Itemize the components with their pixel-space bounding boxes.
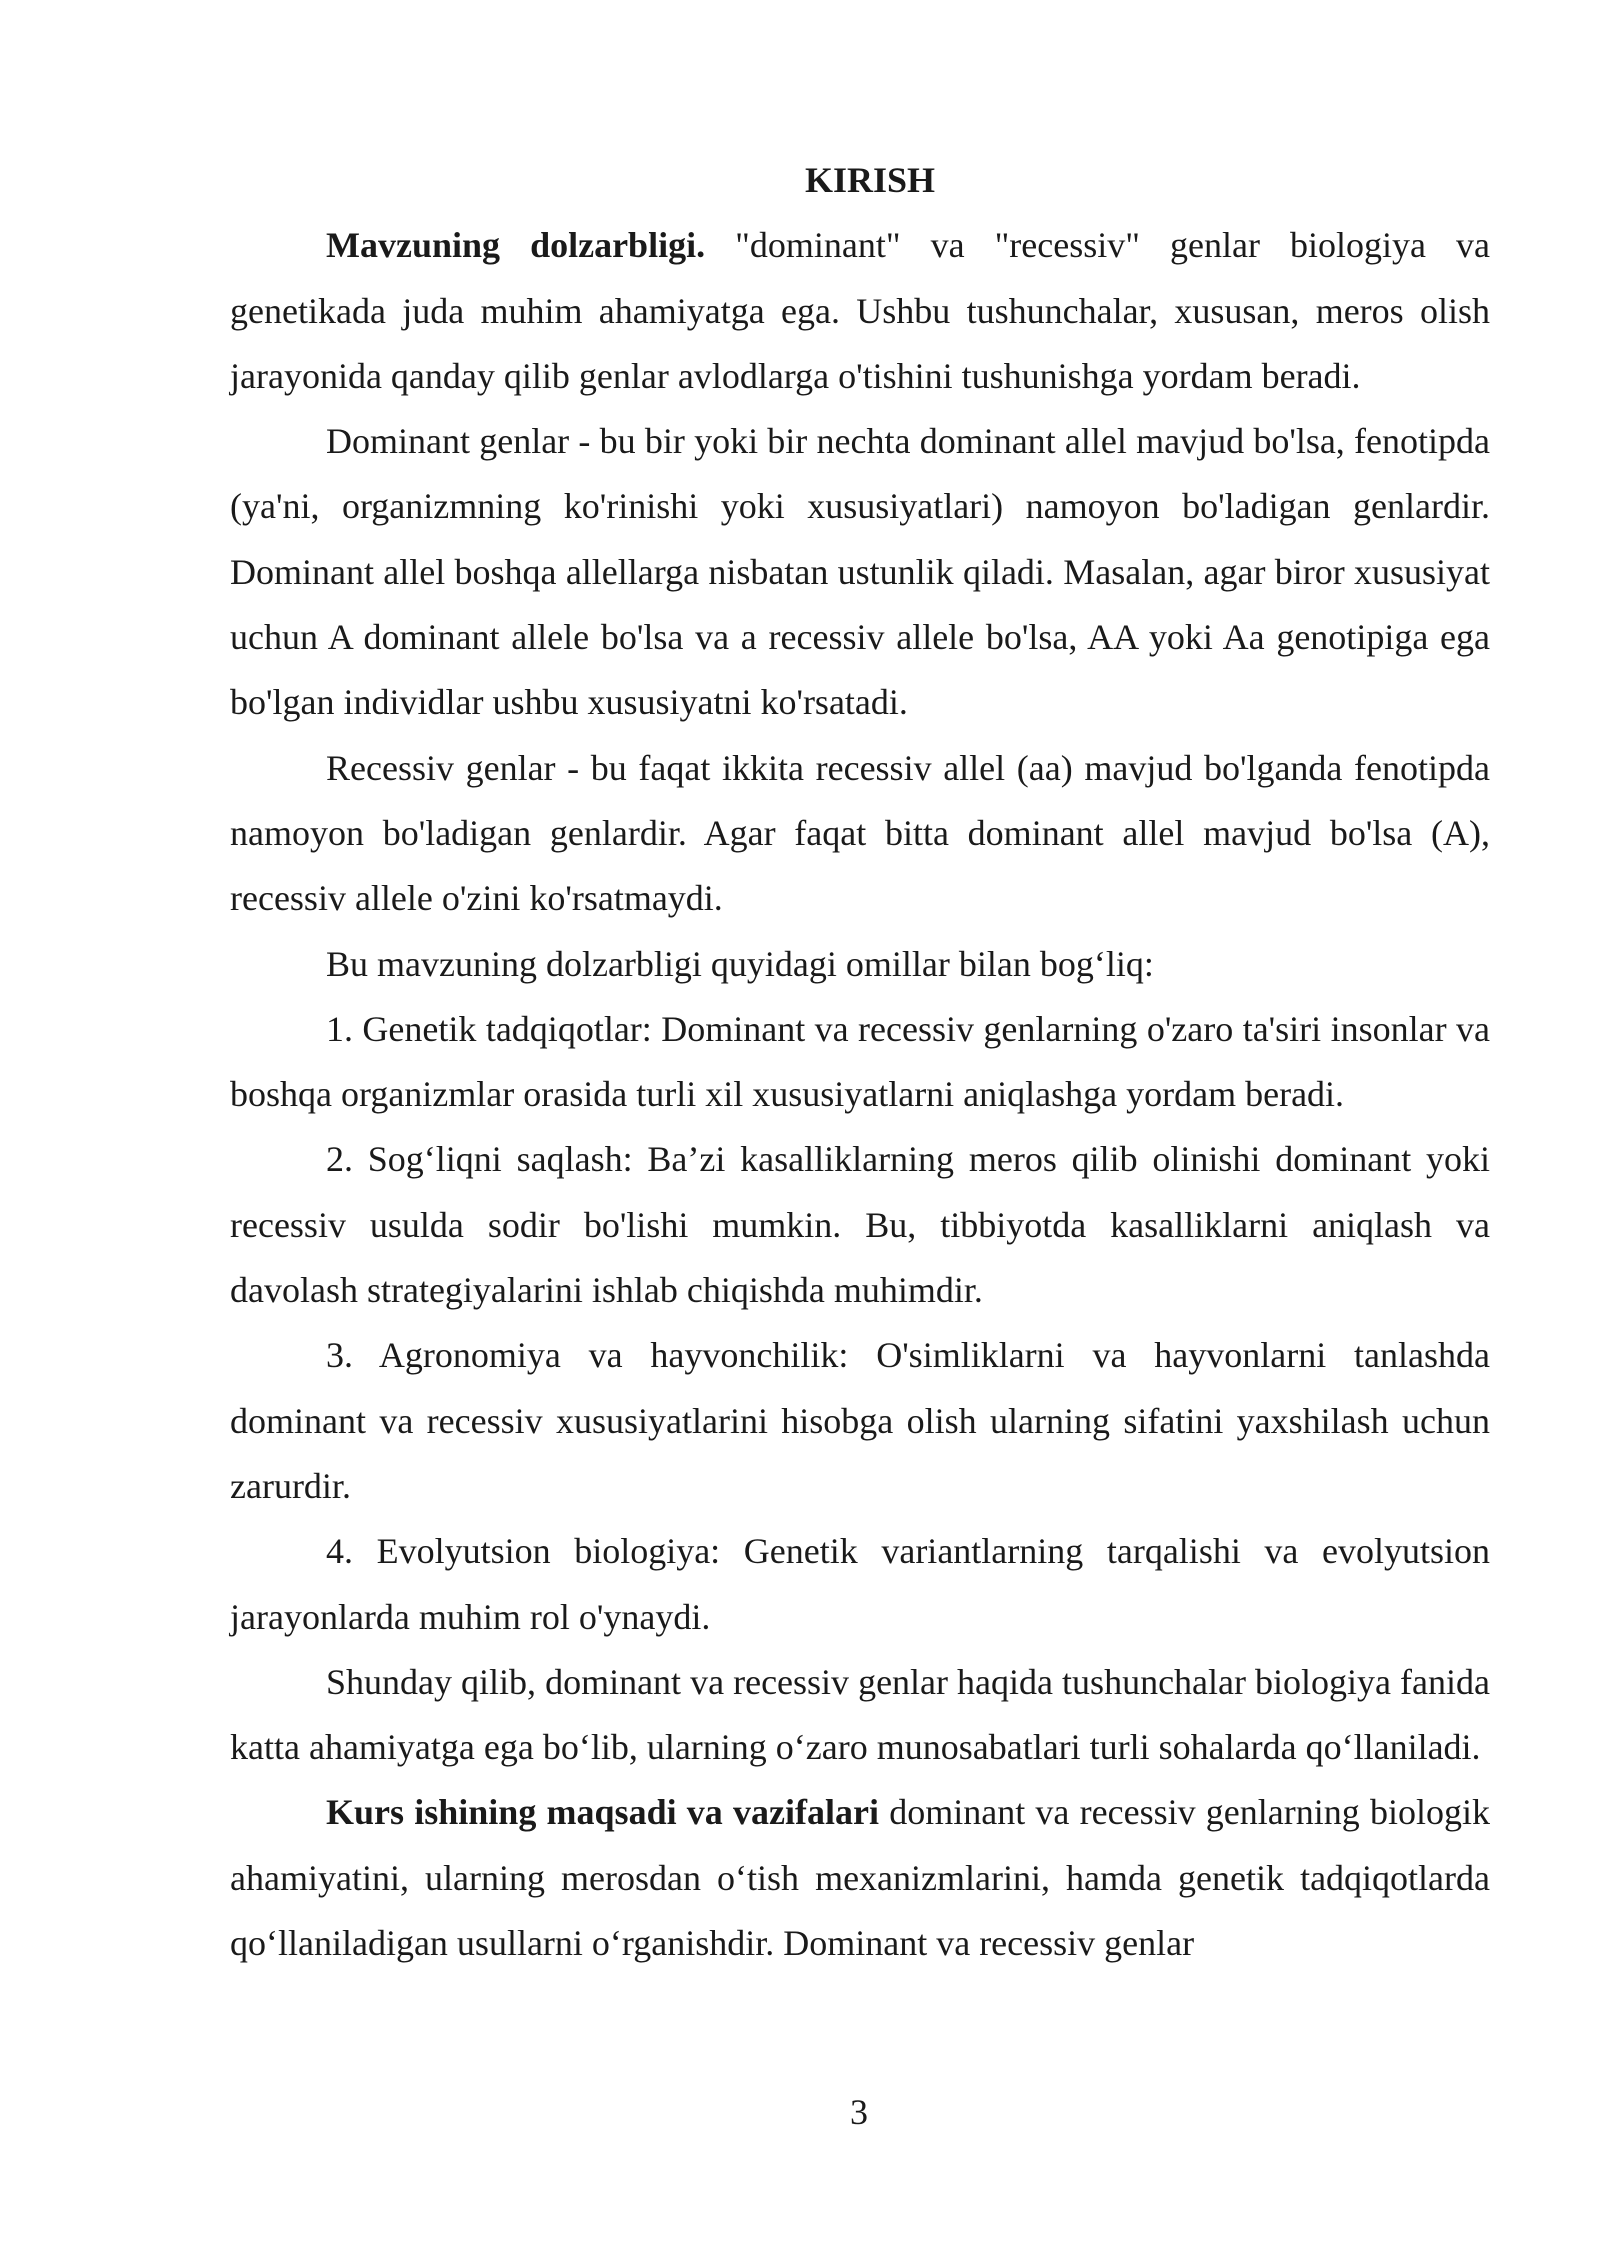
- paragraph-text: Bu mavzuning dolzarbligi quyidagi omillar bilan bog‘liq:: [326, 943, 1154, 984]
- paragraph-text: 2. Sog‘liqni saqlash: Ba’zi kasalliklarning meros qilib olinishi dominant yoki recessiv usulda sodir bo'lishi mumkin. Bu, tibbiyotda kasalliklarni aniqlash va davolash strategiyalarini ishlab chiqishda muhimdir.: [230, 1139, 1490, 1311]
- paragraph-text: 3. Agronomiya va hayvonchilik: O'simliklarni va hayvonlarni tanlashda dominant va recessiv xususiyatlarini hisobga olish ularning sifatini yaxshilash uchun zarurdir.: [230, 1335, 1490, 1506]
- list-item-genetic-research: [230, 997, 1490, 1128]
- paragraph-lead-relevance: Mavzuning dolzarbligi.: [326, 225, 706, 266]
- paragraph-dominant-genes: [230, 409, 1490, 735]
- paragraph-recessive-genes: [230, 736, 1490, 932]
- paragraph-text: Recessiv genlar - bu faqat ikkita recessiv allel (aa) mavjud bo'lganda fenotipda namoyon bo'ladigan genlardir. Agar faqat bitta dominant allel mavjud bo'lsa (A), recessiv allele o'zini ko'rsatmaydi.: [230, 747, 1490, 919]
- paragraph-text: 1. Genetik tadqiqotlar: Dominant va recessiv genlarning o'zaro ta'siri insonlar va boshqa organizmlar orasida turli xil xususiyatlarni aniqlashga yordam beradi.: [230, 1008, 1490, 1115]
- paragraph-text: Shunday qilib, dominant va recessiv genlar haqida tushunchalar biologiya fanida katta ahamiyatga ega bo‘lib, ularning o‘zaro munosabatlari turli sohalarda qo‘llaniladi.: [230, 1661, 1490, 1768]
- page-body: [230, 148, 1490, 1976]
- paragraph-conclusion: [230, 1650, 1490, 1781]
- list-item-agronomy: [230, 1323, 1490, 1519]
- paragraph-relevance: [230, 213, 1490, 409]
- page-number: 3: [850, 2092, 868, 2132]
- paragraph-lead-goals: Kurs ishining maqsadi va vazifalari: [326, 1792, 879, 1833]
- paragraph-factors-intro: [230, 932, 1490, 997]
- list-item-evolution: [230, 1519, 1490, 1650]
- list-item-health-care: [230, 1127, 1490, 1323]
- paragraph-text: "dominant" va "recessiv" genlar biologiya va genetikada juda muhim ahamiyatga ega. Ushbu tushunchalar, xususan, meros olish jarayonida qanday qilib genlar avlodlarga o'tishini tushunishga yordam beradi.: [230, 225, 1491, 396]
- section-title: KIRISH: [804, 160, 936, 200]
- paragraph-text: dominant va recessiv genlarning biologik ahamiyatini, ularning merosdan o‘tish mexanizmlarini, hamda genetik tadqiqotlarda qo‘llaniladigan usullarni o‘rganishdir. Dominant va recessiv genlar: [230, 1792, 1490, 1964]
- paragraph-goals: [230, 1780, 1490, 1976]
- paragraph-text: 4. Evolyutsion biologiya: Genetik variantlarning tarqalishi va evolyutsion jarayonlarda muhim rol o'ynaydi.: [230, 1531, 1490, 1637]
- paragraph-text: Dominant genlar - bu bir yoki bir nechta dominant allel mavjud bo'lsa, fenotipda (ya'ni, organizmning ko'rinishi yoki xususiyatlari) namoyon bo'ladigan genlardir. Dominant allel boshqa allellarga nisbatan ustunlik qiladi. Masalan, agar biror xususiyat uchun A dominant allele bo'lsa va a recessiv allele bo'lsa, AA yoki Aa genotipiga ega bo'lgan individlar ushbu xususiyatni ko'rsatadi.: [230, 421, 1490, 723]
